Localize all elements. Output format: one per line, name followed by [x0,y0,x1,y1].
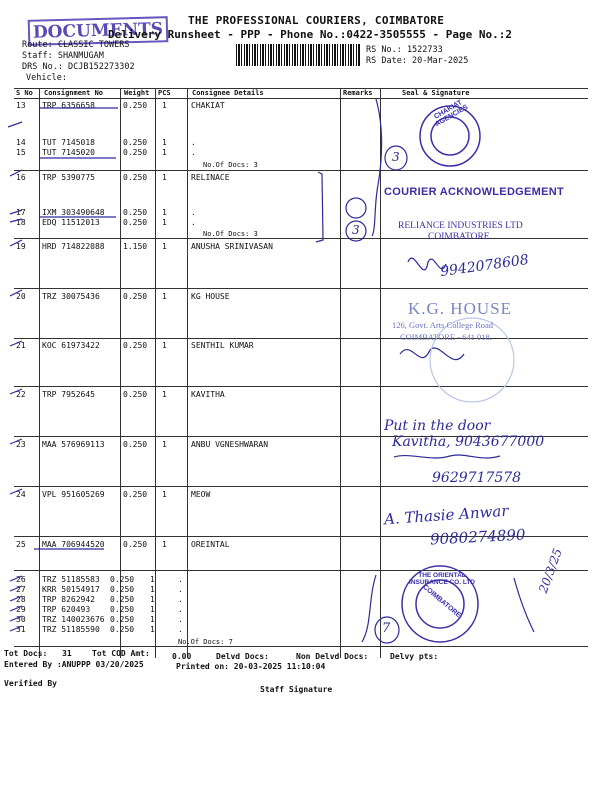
row-31-consignment: TRZ 51185590 [42,625,100,634]
row-20-weight: 0.250 [123,292,148,301]
row-27-sno: 27 [16,585,26,594]
row-29-pcs: 1 [150,605,155,614]
ink-tick [10,341,22,346]
col-consignee: Consignee Details [192,89,264,97]
row-14-consignee: . [191,138,196,147]
oriental-seal-city: COIMBATORE [421,583,462,620]
row-31-weight: 0.250 [110,625,135,634]
group-docs-note: No.Of Docs: 3 [203,230,258,238]
row-17-sno: 17 [16,208,26,217]
handwritten-phone: 9080274890 [429,525,526,549]
ink-tick [10,439,22,444]
row-18-consignment: EDQ 11512013 [42,218,100,227]
col-weight: Weight [124,89,150,97]
ink-tick [10,210,22,214]
group-docs-note: No.Of Docs: 3 [203,161,258,169]
ink-tick [10,596,22,601]
row-25-consignment: MAA 706944520 [42,540,105,549]
row-30-consignee: . [178,615,183,624]
row-27-pcs: 1 [150,585,155,594]
row-19-sno: 19 [16,242,26,251]
row-25-weight: 0.250 [123,540,148,549]
signature-stroke [400,348,464,360]
ink-tick [10,576,22,581]
signature-stroke [394,455,500,458]
vehicle-label: Vehicle: [26,73,67,83]
row-16-consignee: RELINACE [191,173,230,182]
row-29-sno: 29 [16,605,26,614]
col-consignment: Consignment No [44,89,104,97]
row-23-consignee: ANBU VGNESHWARAN [191,440,269,449]
row-27-consignee: . [178,585,183,594]
row-15-sno: 15 [16,148,26,157]
handwritten-phone: Kavitha, 9043677000 [392,434,545,450]
row-26-weight: 0.250 [110,575,135,584]
row-22-pcs: 1 [162,390,167,399]
row-31-consignee: . [178,625,183,634]
entered-by: Entered By :ANUPPP 03/20/2025 [4,660,144,669]
row-26-pcs: 1 [150,575,155,584]
row-13-sno: 13 [16,101,26,110]
row-30-sno: 30 [16,615,26,624]
row-29-weight: 0.250 [110,605,135,614]
courier-ack-stamp: COURIER ACKNOWLEDGEMENT [384,186,565,198]
route-label: Route: CLASSIC TOWERS [22,40,130,50]
delivered-docs-label: Delvd Docs: [216,652,269,661]
row-30-pcs: 1 [150,615,155,624]
row-13-pcs: 1 [162,101,167,110]
signature-stroke [514,578,534,632]
runsheet-title: Delivery Runsheet - PPP - Phone No.:0422-3505555 - Page No.:2 [108,28,512,41]
row-30-weight: 0.250 [110,615,135,624]
reliance-city: COIMBATORE [428,232,490,242]
row-26-consignee: . [178,575,183,584]
handwritten-count: 3 [352,223,360,237]
row-20-pcs: 1 [162,292,167,301]
verified-by: Verified By [4,679,57,688]
ink-circle [346,198,366,218]
non-delivered-docs-label: Non Delvd Docs: [296,652,369,661]
row-19-consignment: HRD 714822088 [42,242,105,251]
row-21-sno: 21 [16,341,26,350]
row-26-consignment: TRZ 51185583 [42,575,100,584]
oriental-seal-text: THE ORIENTAL INSURANCE CO. LTD [409,572,475,586]
row-28-consignment: TRP 8262942 [42,595,95,604]
row-24-consignment: VPL 951605269 [42,490,105,499]
total-docs-value: 31 [62,649,72,658]
handwritten-note: Put in the door [384,418,491,434]
handwritten-phone: 9629717578 [432,470,522,486]
row-16-weight: 0.250 [123,173,148,182]
row-15-pcs: 1 [162,148,167,157]
row-18-consignee: . [191,218,196,227]
staff-label: Staff: SHANMUGAM [22,51,104,61]
row-17-consignment: IXM 303490648 [42,208,105,217]
row-29-consignment: TRP 620493 [42,605,91,614]
col-seal: Seal & Signature [402,89,470,97]
company-name: THE PROFESSIONAL COURIERS, COIMBATORE [188,14,445,27]
handwritten-count: 3 [392,150,400,164]
col-remarks: Remarks [343,89,373,97]
row-27-weight: 0.250 [110,585,135,594]
row-16-consignment: TRP 5390775 [42,173,95,182]
faint-seal [430,318,514,402]
row-24-consignee: MEOW [191,490,211,499]
row-22-sno: 22 [16,390,26,399]
row-15-weight: 0.250 [123,148,148,157]
row-14-pcs: 1 [162,138,167,147]
row-27-consignment: KRR 50154917 [42,585,100,594]
staff-signature-label: Staff Signature [260,685,333,694]
row-18-pcs: 1 [162,218,167,227]
col-pcs: PCS [158,89,171,97]
rs-number: RS No.: 1522733 [366,45,443,55]
total-cod-label: Tot COD Amt: [92,649,150,658]
row-20-sno: 20 [16,292,26,301]
row-14-sno: 14 [16,138,26,147]
row-16-pcs: 1 [162,173,167,182]
handwritten-phone: 9942078608 [439,251,530,281]
ink-tick [10,290,22,296]
row-22-consignment: TRP 7952645 [42,390,95,399]
row-20-consignment: TRZ 30075436 [42,292,100,301]
row-28-consignee: . [178,595,183,604]
row-22-consignee: KAVITHA [191,390,225,399]
row-19-pcs: 1 [162,242,167,251]
row-21-consignee: SENTHIL KUMAR [191,341,254,350]
row-23-sno: 23 [16,440,26,449]
row-31-sno: 31 [16,625,26,634]
row-15-consignment: TUT 7145020 [42,148,95,157]
ink-tick [10,626,22,631]
rs-date: RS Date: 20-Mar-2025 [366,56,469,66]
row-24-pcs: 1 [162,490,167,499]
row-13-weight: 0.250 [123,101,148,110]
row-19-consignee: ANUSHA SRINIVASAN [191,242,273,251]
row-17-weight: 0.250 [123,208,148,217]
row-18-weight: 0.250 [123,218,148,227]
delivery-points-label: Delvy pts: [390,652,439,661]
row-23-consignment: MAA 576969113 [42,440,105,449]
handwritten-date: 20/3/25 [536,546,565,595]
ink-tick [10,389,22,394]
row-24-sno: 24 [16,490,26,499]
row-25-consignee: OREINTAL [191,540,230,549]
row-19-weight: 1.150 [123,242,148,251]
row-14-weight: 0.250 [123,138,148,147]
ink-bracket [362,575,376,642]
row-26-sno: 26 [16,575,26,584]
row-28-sno: 28 [16,595,26,604]
ink-tick [10,489,22,494]
row-31-pcs: 1 [150,625,155,634]
row-13-consignment: TRP 6356658 [42,101,95,110]
row-16-sno: 16 [16,173,26,182]
ink-tick [10,240,22,246]
row-25-sno: 25 [16,540,26,549]
ink-tick [10,586,22,591]
kg-house-address: 126, Govt. Arts College Road [392,320,494,330]
ink-bracket [372,99,382,236]
kg-house-city: COIMBATORE - 641 018. [400,332,492,342]
row-14-consignment: TUT 7145018 [42,138,95,147]
ink-tick [10,219,22,222]
ink-tick [10,606,22,611]
total-cod-value: 0.00 [172,652,192,661]
kg-house-stamp: K.G. HOUSE [408,299,512,318]
ink-tick [10,616,22,621]
row-22-weight: 0.250 [123,390,148,399]
row-18-sno: 18 [16,218,26,227]
handwritten-count: 7 [382,621,391,636]
row-23-weight: 0.250 [123,440,148,449]
row-25-pcs: 1 [162,540,167,549]
row-20-consignee: KG HOUSE [191,292,230,301]
group-docs-note: No.Of Docs: 7 [178,638,233,646]
reliance-stamp: RELIANCE INDUSTRIES LTD [398,221,523,231]
total-docs-label: Tot Docs: [4,649,48,658]
row-15-consignee: . [191,148,196,157]
row-30-consignment: TRZ 140023676 [42,615,105,624]
chakiat-seal-text: CHAKIAT AGENCIES [433,99,470,129]
row-17-consignee: . [191,208,196,217]
row-28-weight: 0.250 [110,595,135,604]
row-13-consignee: CHAKIAT [191,101,225,110]
row-21-pcs: 1 [162,341,167,350]
row-24-weight: 0.250 [123,490,148,499]
printed-on: Printed on: 20-03-2025 11:10:04 [176,662,326,671]
row-29-consignee: . [178,605,183,614]
row-21-consignment: KOC 61973422 [42,341,100,350]
drs-number: DRS No.: DCJB152273302 [22,62,135,72]
row-21-weight: 0.250 [123,341,148,350]
row-17-pcs: 1 [162,208,167,217]
handwritten-name: A. Thasie Anwar [383,501,510,529]
col-sno: S No [16,89,33,97]
documents-stamp: DOCUMENTS [28,16,169,46]
ink-tick [10,170,22,176]
row-28-pcs: 1 [150,595,155,604]
ink-tick [8,122,22,127]
ink-bracket [316,172,323,242]
row-23-pcs: 1 [162,440,167,449]
